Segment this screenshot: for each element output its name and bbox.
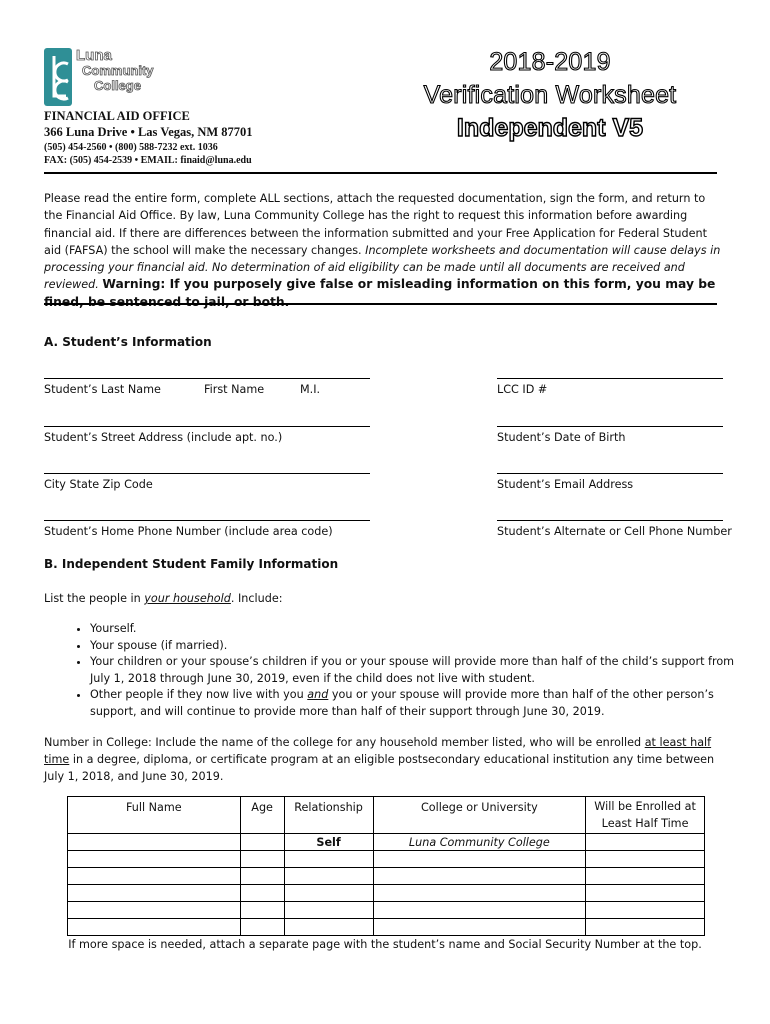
cell-enrolled[interactable] (586, 834, 705, 851)
table-row (68, 885, 705, 902)
alt-phone-label: Student’s Alternate or Cell Phone Number (497, 525, 732, 538)
cell-age[interactable] (240, 885, 284, 902)
city-state-zip-label: City State Zip Code (44, 478, 153, 491)
household-intro-em: your household (144, 592, 231, 605)
list-item: • Your spouse (if married). (90, 638, 750, 655)
cell-relationship[interactable] (284, 851, 373, 868)
title-version: Independent V5 (456, 114, 644, 142)
col-relationship: Relationship (284, 797, 373, 834)
household-intro-post: . Include: (230, 592, 283, 605)
intro-divider (44, 303, 717, 305)
household-bullet-list (60, 621, 750, 720)
cell-college-self: Luna Community College (373, 834, 586, 851)
cell-age[interactable] (240, 868, 284, 885)
cell-full-name[interactable] (68, 851, 241, 868)
household-table (67, 796, 705, 936)
worksheet-title (400, 46, 700, 145)
college-text-em: at least half time (44, 736, 712, 766)
date-of-birth-field[interactable] (497, 426, 723, 427)
list-item: • Yourself. (90, 621, 750, 638)
title-name: Verification Worksheet (423, 81, 677, 109)
cell-college[interactable] (373, 902, 586, 919)
cell-relationship[interactable] (284, 919, 373, 936)
office-info (44, 109, 253, 167)
mi-label: M.I. (300, 383, 321, 396)
home-phone-field[interactable] (44, 520, 370, 521)
lcc-id-field[interactable] (497, 378, 723, 379)
intro-plain: Please read the entire form, complete ALL sections, attach the requested documentation, sign the form, and return to the Financial Aid Office. By law, Luna Community College has the right to request this information before awarding financial aid. If there are differences between the information submitted and your Free Application for Federal Student aid (FAFSA) the school will make the necessary changes. (44, 192, 707, 257)
office-phones: (505) 454-2560 • (800) 588-7232 ext. 1036 (44, 142, 218, 153)
cell-full-name[interactable] (68, 902, 241, 919)
college-text-pre: Number in College: Include the name of the college for any household member listed, who will be enrolled (44, 736, 645, 749)
cell-relationship[interactable] (284, 902, 373, 919)
cell-relationship-self: Self (284, 834, 373, 851)
cell-full-name[interactable] (68, 868, 241, 885)
cell-college[interactable] (373, 868, 586, 885)
street-address-field[interactable] (44, 426, 370, 427)
col-enrolled: Will be Enrolled at Least Half Time (586, 797, 705, 834)
cell-college[interactable] (373, 885, 586, 902)
last-name-label: Student’s Last Name (44, 383, 161, 396)
date-of-birth-label: Student’s Date of Birth (497, 431, 626, 444)
number-in-college-text (44, 734, 728, 785)
section-a-heading: A. Student’s Information (44, 335, 212, 349)
cell-relationship[interactable] (284, 868, 373, 885)
table-row (68, 868, 705, 885)
logo-word-3: College (94, 78, 141, 93)
email-field[interactable] (497, 473, 723, 474)
cell-enrolled[interactable] (586, 885, 705, 902)
table-footer-note: If more space is needed, attach a separate page with the student’s name and Social Security Number at the top. (68, 938, 702, 951)
cell-age[interactable] (240, 919, 284, 936)
cell-relationship[interactable] (284, 885, 373, 902)
email-label: Student’s Email Address (497, 478, 634, 491)
city-state-zip-field[interactable] (44, 473, 370, 474)
cell-college[interactable] (373, 851, 586, 868)
household-intro (44, 590, 282, 607)
logo-word-1: Luna (76, 47, 112, 64)
cell-full-name[interactable] (68, 834, 241, 851)
cell-full-name[interactable] (68, 885, 241, 902)
col-full-name: Full Name (68, 797, 241, 834)
list-item: • Your children or your spouse’s children if you or your spouse will provide more than half of the child’s support from July 1, 2018 through June 30, 2019, even if the child does not live with student. (90, 654, 750, 687)
household-intro-pre: List the people in (44, 592, 145, 605)
lcc-id-label: LCC ID # (497, 383, 548, 396)
cell-enrolled[interactable] (586, 902, 705, 919)
cell-full-name[interactable] (68, 919, 241, 936)
intro-paragraph (44, 190, 724, 311)
intro-italic: Incomplete worksheets and documentation will cause delays in processing your financial aid. No determination of aid eligibility can be made until all documents are received and reviewed. (44, 243, 721, 292)
col-college: College or University (373, 797, 586, 834)
home-phone-label: Student’s Home Phone Number (include area code) (44, 525, 333, 538)
cell-age[interactable] (240, 851, 284, 868)
col-age: Age (240, 797, 284, 834)
title-year: 2018-2019 (489, 48, 611, 76)
first-name-label: First Name (204, 383, 265, 396)
cell-enrolled[interactable] (586, 851, 705, 868)
list-item (90, 687, 750, 720)
office-fax-email: FAX: (505) 454-2539 • EMAIL: finaid@luna.edu (44, 155, 252, 166)
last-name-field[interactable] (44, 378, 370, 379)
table-row (68, 919, 705, 936)
intro-warning: Warning: If you purposely give false or misleading information on this form, you may be fined, be sentenced to jail, or both. (44, 277, 716, 309)
table-header-row (68, 797, 705, 834)
table-row (68, 834, 705, 851)
logo-word-2: Community (82, 63, 154, 78)
header-divider (44, 172, 717, 174)
table-row (68, 851, 705, 868)
street-address-label: Student’s Street Address (include apt. no.) (44, 431, 283, 444)
section-b-heading: B. Independent Student Family Information (44, 557, 339, 571)
bullet-4-em: and (307, 688, 329, 701)
bullet-4-post: you or your spouse will provide more than half of the other person’s support, and will continue to provide more than half of their support through June 30, 2019. (90, 688, 714, 718)
table-row (68, 902, 705, 919)
cell-enrolled[interactable] (586, 868, 705, 885)
alt-phone-field[interactable] (497, 520, 723, 521)
cell-age[interactable] (240, 834, 284, 851)
bullet-4-pre: Other people if they now live with you (90, 688, 308, 701)
office-address: 366 Luna Drive • Las Vegas, NM 87701 (44, 125, 253, 139)
cell-college[interactable] (373, 919, 586, 936)
college-text-post: in a degree, diploma, or certificate program at an eligible postsecondary educational institution any time between July 1, 2018, and June 30, 2019. (44, 753, 715, 783)
cell-age[interactable] (240, 902, 284, 919)
college-logo (44, 46, 154, 108)
office-name: FINANCIAL AID OFFICE (44, 109, 190, 123)
cell-enrolled[interactable] (586, 919, 705, 936)
